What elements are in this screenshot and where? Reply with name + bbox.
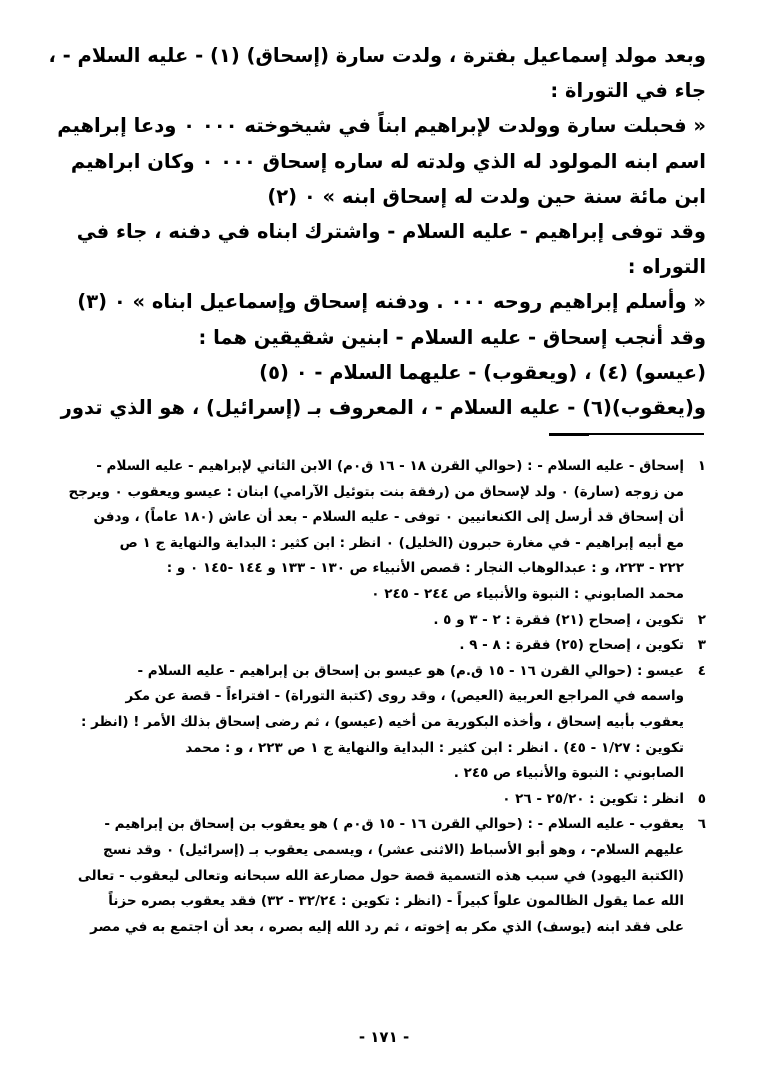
- footnote-line: عيسو : (حوالي القرن ١٦ - ١٥ ق.م) هو عيسو بن إسحاق بن إبراهيم - عليه السلام -: [137, 662, 684, 679]
- main-line: وقد توفى إبراهيم - عليه السلام - واشترك ابناه في دفنه ، جاء في: [76, 220, 706, 244]
- footnote-line: (الكتبة اليهود) في سبب هذه التسمية قصة حول مصارعة الله سبحانه وتعالى ليعقوب - تعالى: [77, 867, 684, 884]
- footnote-line: مع أبيه إبراهيم - في مغارة حبرون (الخليل) ٠ انظر : ابن كثير : البداية والنهاية ج ١ ص: [119, 534, 684, 551]
- footnote-line: ٢٢٢ - ٢٢٣، و : عبدالوهاب النجار : قصص الأنبياء ص ١٣٠ - ١٣٣ و ١٤٤ -١٤٥ ٠ و :: [166, 560, 684, 577]
- footnote-number: ٤: [697, 662, 706, 679]
- footnote-line: تكوين ، إصحاح (٢١) فقرة : ٢ - ٣ و ٥ .: [433, 611, 684, 628]
- footnote-number: ٣: [697, 637, 706, 654]
- main-line: التوراه :: [627, 255, 706, 279]
- footnote-number: ٦: [697, 816, 706, 833]
- footnotes: [66, 454, 706, 940]
- main-line: (عيسو) (٤) ، (ويعقوب) - عليهما السلام - ٠ (٥): [259, 360, 706, 384]
- footnote-line: عليهم السلام- ، وهو أبو الأسباط (الاثنى عشر) ، ويسمى يعقوب بـ (إسرائيل) ٠ وقد نسج: [103, 841, 684, 858]
- footnote: [66, 454, 706, 608]
- footnote-line: إسحاق - عليه السلام - : (حوالي القرن ١٨ - ١٦ ق٠م) الابن الثاني لإبراهيم - عليه السلام -: [96, 458, 684, 474]
- footnote: [66, 787, 706, 813]
- footnote-line: واسمه في المراجع العربية (العيص) ، وقد روى (كتبة التوراة) - افتراءاً - قصة عن مكر: [125, 688, 684, 705]
- main-line: وبعد مولد إسماعيل بفترة ، ولدت سارة (إسحاق) (١) - عليه السلام - ،: [48, 44, 706, 67]
- footnote-line: على فقد ابنه (يوسف) الذي مكر به إخوته ، ثم رد الله إليه بصره ، بعد أن اجتمع به في مصر: [90, 918, 684, 935]
- footnote-line: محمد الصابوني : النبوة والأنبياء ص ٢٤٤ - ٢٤٥ ٠: [371, 585, 684, 602]
- footnote-line: تكوين : ١/٢٧ - ٤٥) . انظر : ابن كثير : البداية والنهاية ج ١ ص ٢٢٣ ، و : محمد: [185, 739, 684, 756]
- footnote: [66, 659, 706, 787]
- footnote-line: الصابوني : النبوة والأنبياء ص ٢٤٥ .: [453, 765, 684, 782]
- footnote-line: انظر : تكوين : ٢٥/٢٠ - ٢٦ ٠: [502, 790, 684, 807]
- footnote: [66, 608, 706, 634]
- main-line: جاء في التوراة :: [550, 79, 706, 103]
- footnote-number: ١: [697, 458, 706, 474]
- main-line: و(يعقوب)(٦) - عليه السلام - ، المعروف بـ (إسرائيل) ، هو الذي تدور: [60, 396, 706, 420]
- main-line: « فحبلت سارة وولدت لإبراهيم ابناً في شيخوخته ٠٠٠ ٠ ودعا إبراهيم: [57, 114, 706, 138]
- footnote: [66, 812, 706, 940]
- footnote-line: أن إسحاق قد أرسل إلى الكنعانيين ٠ توفى - عليه السلام - بعد أن عاش (١٨٠ عاماً) ، ودفن: [93, 509, 684, 526]
- footnote-line: الله عما يقول الظالمون علواً كبيراً - (انظر : تكوين : ٣٢/٢٤ - ٣٢) فقد يعقوب بصره حزناً: [108, 893, 684, 910]
- main-line: اسم ابنه المولود له الذي ولدته له ساره إسحاق ٠٠٠ ٠ وكان ابراهيم: [70, 149, 706, 173]
- footnote: [66, 633, 706, 659]
- footnote-line: تكوين ، إصحاح (٢٥) فقرة : ٨ - ٩ .: [459, 637, 684, 654]
- main-line: ابن مائة سنة حين ولدت له إسحاق ابنه » ٠ (٢): [267, 184, 706, 208]
- main-text: [48, 38, 706, 425]
- footnote-number: ٢: [697, 611, 706, 628]
- main-line: وقد أنجب إسحاق - عليه السلام - ابنين شقيقين هما :: [198, 325, 706, 349]
- main-line: « وأسلم إبراهيم روحه ٠٠٠ . ودفنه إسحاق وإسماعيل ابناه » ٠ (٣): [77, 290, 706, 314]
- footnote-line: يعقوب بأبيه إسحاق ، وأخذه البكورية من أخيه (عيسو) ، ثم رضى إسحاق بذلك الأمر ! (انظر :: [81, 713, 684, 730]
- footnote-line: من زوجه (سارة) ٠ ولد لإسحاق من (رفقة بنت بتوئيل الآرامي) ابنان : عيسو ويعقوب ٠ ويرجح: [68, 483, 684, 500]
- footnote-line: يعقوب - عليه السلام - : (حوالي القرن ١٦ - ١٥ ق٠م ) هو يعقوب بن إسحاق بن إبراهيم -: [104, 816, 684, 833]
- footnote-divider-mark: [549, 433, 589, 436]
- page-number: - ١٧١ -: [358, 1028, 410, 1046]
- footnote-number: ٥: [697, 790, 706, 807]
